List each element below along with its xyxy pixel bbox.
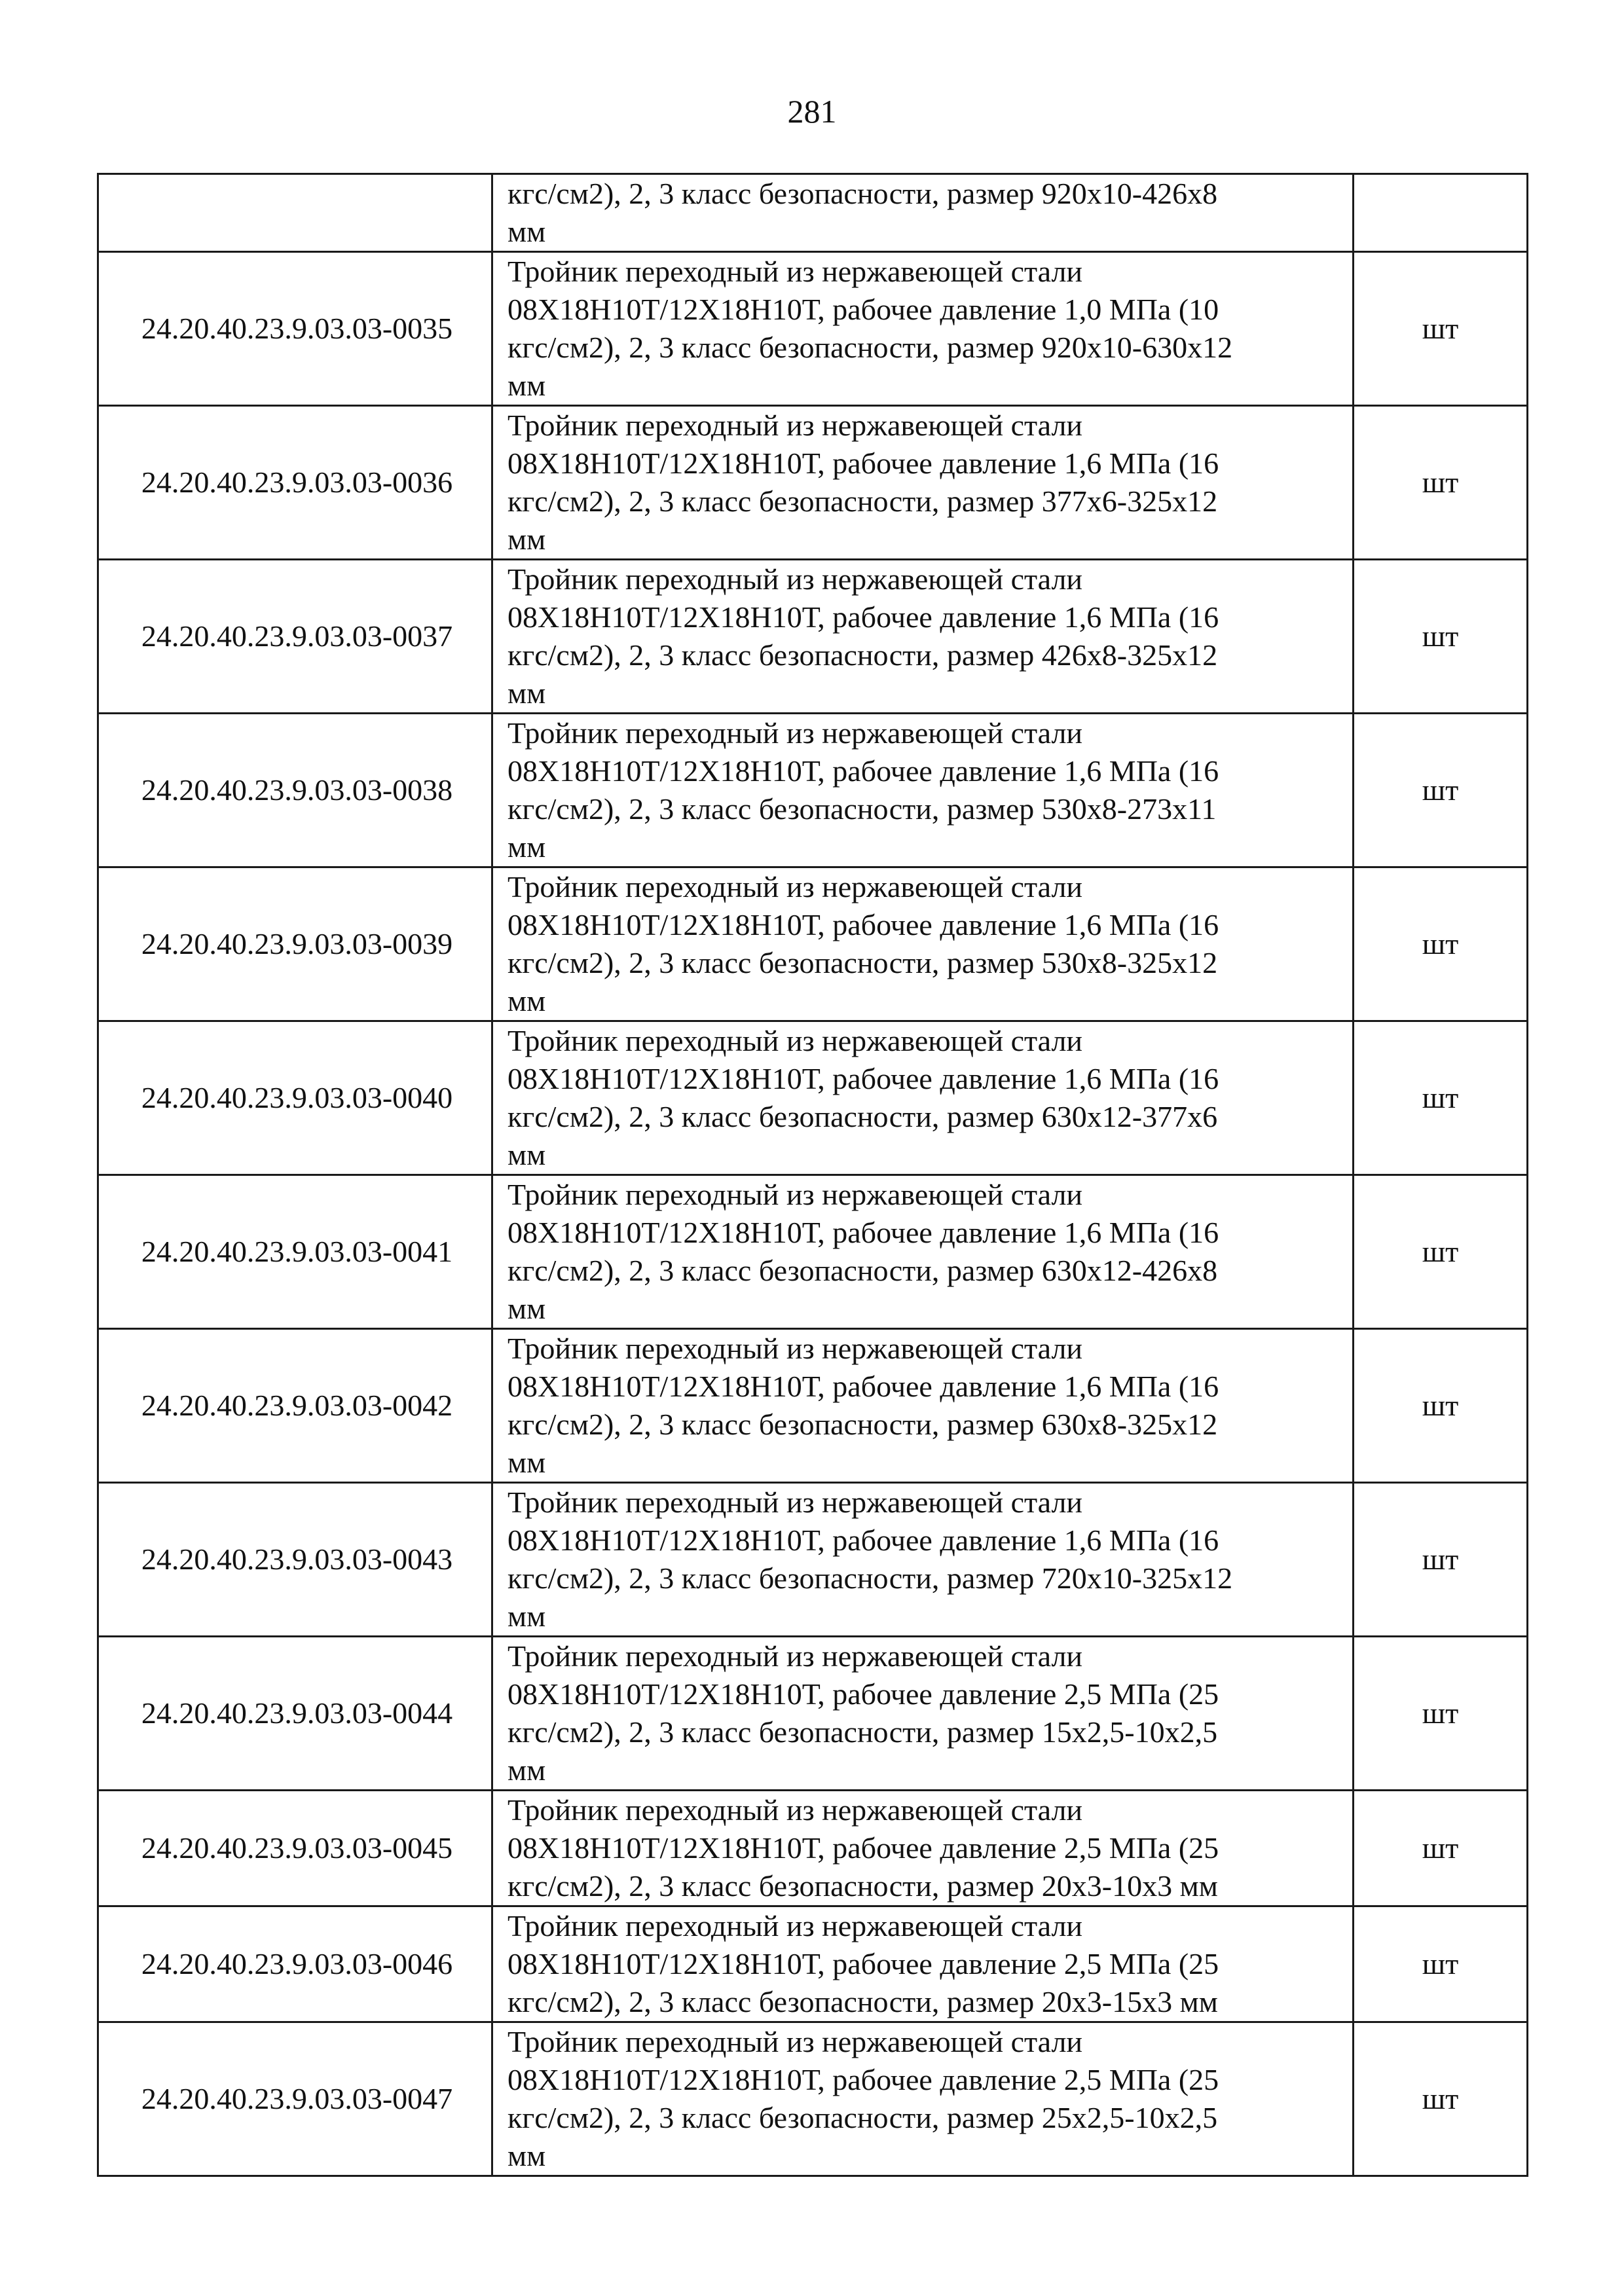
item-description-cell <box>492 1483 1354 1637</box>
description-line: кгс/см2), 2, 3 класс безопасности, размер 20х3-10х3 мм <box>507 1869 1218 1903</box>
description-line: Тройник переходный из нержавеющей стали <box>507 1485 1083 1519</box>
unit-cell: шт <box>1354 252 1528 406</box>
description-line: мм <box>507 369 546 402</box>
item-code-cell: 24.20.40.23.9.03.03-0044 <box>98 1637 492 1791</box>
description-line: 08Х18Н10Т/12Х18Н10Т, рабочее давление 1,6 МПа (16 <box>507 600 1219 634</box>
description-line: Тройник переходный из нержавеющей стали <box>507 2025 1083 2058</box>
description-line: Тройник переходный из нержавеющей стали <box>507 1178 1083 1211</box>
item-description-cell <box>492 2022 1354 2176</box>
description-line: 08Х18Н10Т/12Х18Н10Т, рабочее давление 2,5 МПа (25 <box>507 1947 1219 1980</box>
description-line: кгс/см2), 2, 3 класс безопасности, размер 920х10-630х12 <box>507 331 1233 364</box>
item-code-cell: 24.20.40.23.9.03.03-0037 <box>98 560 492 714</box>
description-line: 08Х18Н10Т/12Х18Н10Т, рабочее давление 1,6 МПа (16 <box>507 1062 1219 1095</box>
item-code-cell: 24.20.40.23.9.03.03-0046 <box>98 1906 492 2022</box>
description-line: Тройник переходный из нержавеющей стали <box>507 1909 1083 1942</box>
table-row <box>98 867 1528 1021</box>
description-line: Тройник переходный из нержавеющей стали <box>507 255 1083 288</box>
item-code-cell: 24.20.40.23.9.03.03-0040 <box>98 1021 492 1175</box>
description-line: мм <box>507 1599 546 1633</box>
item-code-cell: 24.20.40.23.9.03.03-0042 <box>98 1329 492 1483</box>
item-description-cell <box>492 174 1354 252</box>
item-code-cell: 24.20.40.23.9.03.03-0041 <box>98 1175 492 1329</box>
table-row <box>98 1021 1528 1175</box>
table-row <box>98 1483 1528 1637</box>
item-description-cell <box>492 1175 1354 1329</box>
table-row <box>98 174 1528 252</box>
item-description-cell <box>492 1329 1354 1483</box>
description-line: кгс/см2), 2, 3 класс безопасности, размер 630х12-377х6 <box>507 1100 1218 1133</box>
description-line: мм <box>507 984 546 1017</box>
description-line: мм <box>507 1292 546 1325</box>
item-description-cell <box>492 1637 1354 1791</box>
description-line: мм <box>507 676 546 710</box>
description-line: кгс/см2), 2, 3 класс безопасности, размер 530х8-325х12 <box>507 946 1218 979</box>
description-line: кгс/см2), 2, 3 класс безопасности, размер 720х10-325х12 <box>507 1561 1233 1595</box>
table-row <box>98 1791 1528 1906</box>
unit-cell: шт <box>1354 1021 1528 1175</box>
description-line: Тройник переходный из нержавеющей стали <box>507 1332 1083 1365</box>
description-line: мм <box>507 2139 546 2172</box>
item-description-cell <box>492 406 1354 560</box>
item-code-cell: 24.20.40.23.9.03.03-0039 <box>98 867 492 1021</box>
description-line: 08Х18Н10Т/12Х18Н10Т, рабочее давление 1,6 МПа (16 <box>507 1216 1219 1249</box>
item-code-cell: 24.20.40.23.9.03.03-0043 <box>98 1483 492 1637</box>
item-code-cell: 24.20.40.23.9.03.03-0036 <box>98 406 492 560</box>
unit-cell: шт <box>1354 1483 1528 1637</box>
description-line: Тройник переходный из нержавеющей стали <box>507 1793 1083 1827</box>
item-description-cell <box>492 714 1354 867</box>
description-line: 08Х18Н10Т/12Х18Н10Т, рабочее давление 1,6 МПа (16 <box>507 754 1219 788</box>
description-line: Тройник переходный из нержавеющей стали <box>507 1639 1083 1673</box>
description-line: 08Х18Н10Т/12Х18Н10Т, рабочее давление 1,6 МПа (16 <box>507 1370 1219 1403</box>
description-line: кгс/см2), 2, 3 класс безопасности, размер 630х12-426х8 <box>507 1254 1218 1287</box>
item-description-cell <box>492 867 1354 1021</box>
item-description-cell <box>492 1021 1354 1175</box>
item-description-cell <box>492 1791 1354 1906</box>
description-line: мм <box>507 1138 546 1171</box>
description-line: 08Х18Н10Т/12Х18Н10Т, рабочее давление 1,6 МПа (16 <box>507 446 1219 480</box>
unit-cell: шт <box>1354 714 1528 867</box>
table-row <box>98 1906 1528 2022</box>
description-line: Тройник переходный из нержавеющей стали <box>507 562 1083 596</box>
description-line: мм <box>507 1446 546 1479</box>
description-line: 08Х18Н10Т/12Х18Н10Т, рабочее давление 1,6 МПа (16 <box>507 1523 1219 1557</box>
table-row <box>98 2022 1528 2176</box>
unit-cell: шт <box>1354 2022 1528 2176</box>
description-line: кгс/см2), 2, 3 класс безопасности, размер 920х10-426х8 <box>507 177 1218 210</box>
description-line: мм <box>507 215 546 248</box>
description-line: 08Х18Н10Т/12Х18Н10Т, рабочее давление 1,6 МПа (16 <box>507 908 1219 941</box>
table-row <box>98 1175 1528 1329</box>
unit-cell: шт <box>1354 406 1528 560</box>
description-line: Тройник переходный из нержавеющей стали <box>507 1024 1083 1057</box>
description-line: кгс/см2), 2, 3 класс безопасности, размер 530х8-273х11 <box>507 792 1217 826</box>
description-line: мм <box>507 1753 546 1787</box>
description-line: 08Х18Н10Т/12Х18Н10Т, рабочее давление 2,5 МПа (25 <box>507 1677 1219 1711</box>
item-description-cell <box>492 252 1354 406</box>
description-line: 08Х18Н10Т/12Х18Н10Т, рабочее давление 2,5 МПа (25 <box>507 2063 1219 2096</box>
description-line: кгс/см2), 2, 3 класс безопасности, размер 25х2,5-10х2,5 <box>507 2101 1218 2134</box>
unit-cell: шт <box>1354 1329 1528 1483</box>
description-line: кгс/см2), 2, 3 класс безопасности, размер 20х3-15х3 мм <box>507 1985 1218 2018</box>
unit-cell <box>1354 174 1528 252</box>
unit-cell: шт <box>1354 867 1528 1021</box>
item-description-cell <box>492 560 1354 714</box>
item-description-cell <box>492 1906 1354 2022</box>
page-number: 281 <box>787 93 837 130</box>
unit-cell: шт <box>1354 1175 1528 1329</box>
table-row <box>98 560 1528 714</box>
description-line: 08Х18Н10Т/12Х18Н10Т, рабочее давление 1,0 МПа (10 <box>507 293 1219 326</box>
description-line: Тройник переходный из нержавеющей стали <box>507 409 1083 442</box>
table-row <box>98 252 1528 406</box>
description-line: 08Х18Н10Т/12Х18Н10Т, рабочее давление 2,5 МПа (25 <box>507 1831 1219 1865</box>
table-row <box>98 1329 1528 1483</box>
item-code-cell: 24.20.40.23.9.03.03-0047 <box>98 2022 492 2176</box>
table-row <box>98 406 1528 560</box>
table-row <box>98 1637 1528 1791</box>
item-code-cell: 24.20.40.23.9.03.03-0038 <box>98 714 492 867</box>
description-line: кгс/см2), 2, 3 класс безопасности, размер 15х2,5-10х2,5 <box>507 1715 1218 1749</box>
unit-cell: шт <box>1354 1906 1528 2022</box>
item-code-cell <box>98 174 492 252</box>
table-row <box>98 714 1528 867</box>
unit-cell: шт <box>1354 1637 1528 1791</box>
description-line: кгс/см2), 2, 3 класс безопасности, размер 377х6-325х12 <box>507 484 1218 518</box>
unit-cell: шт <box>1354 1791 1528 1906</box>
unit-cell: шт <box>1354 560 1528 714</box>
description-line: кгс/см2), 2, 3 класс безопасности, размер 426х8-325х12 <box>507 638 1218 672</box>
description-line: Тройник переходный из нержавеющей стали <box>507 870 1083 903</box>
item-code-cell: 24.20.40.23.9.03.03-0035 <box>98 252 492 406</box>
spec-table <box>97 173 1528 2177</box>
description-line: Тройник переходный из нержавеющей стали <box>507 716 1083 750</box>
description-line: кгс/см2), 2, 3 класс безопасности, размер 630х8-325х12 <box>507 1408 1218 1441</box>
item-code-cell: 24.20.40.23.9.03.03-0045 <box>98 1791 492 1906</box>
spec-table-body <box>98 174 1528 2176</box>
description-line: мм <box>507 830 546 864</box>
description-line: мм <box>507 522 546 556</box>
